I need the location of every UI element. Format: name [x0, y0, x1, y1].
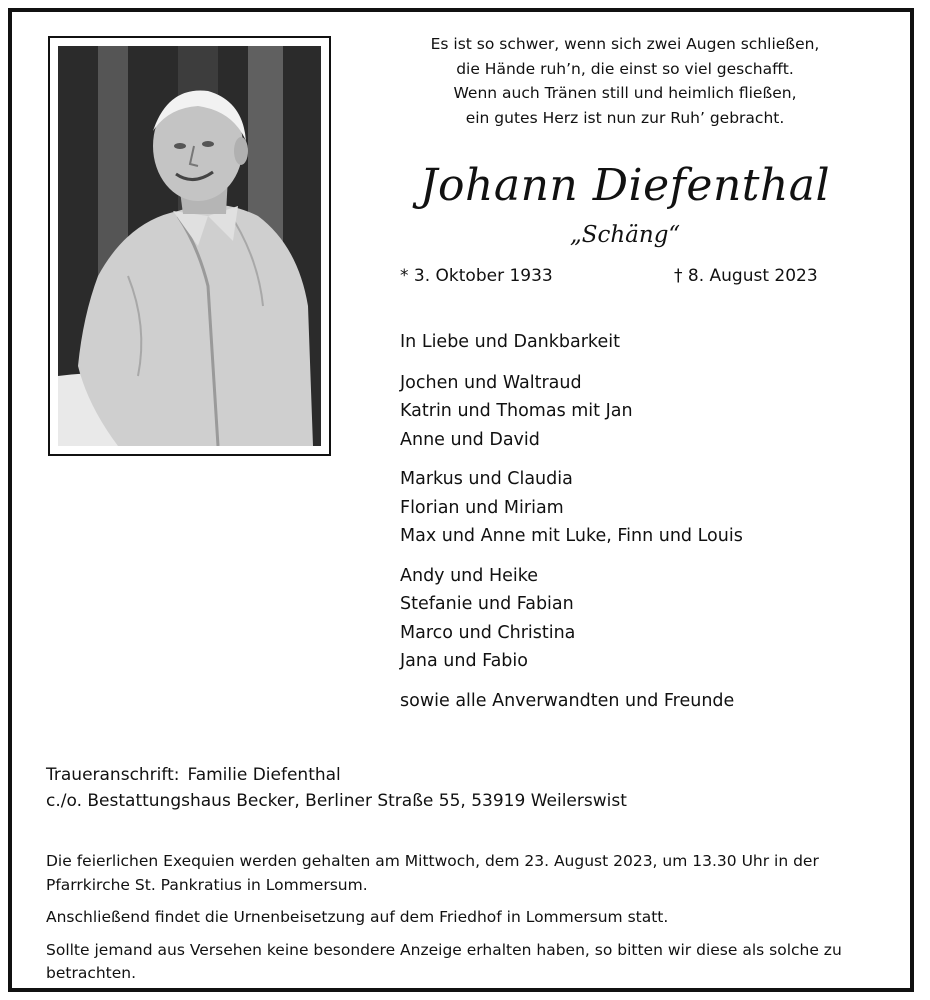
poem-block: [332, 32, 918, 130]
address-label: Traueranschrift:: [46, 765, 180, 785]
mourner-line: Florian und Miriam: [400, 497, 564, 518]
mourner-line: Katrin und Thomas mit Jan: [400, 401, 633, 421]
portrait-frame: [48, 36, 331, 456]
ceremony-paragraph: Sollte jemand aus Versehen keine besondere Anzeige erhalten haben, so bitten wir diese als solche zu betrachten.: [46, 940, 842, 982]
mourner-group: [400, 562, 743, 676]
poem-line: die Hände ruh’n, die einst so viel geschafft.: [456, 59, 794, 78]
mourner-group: [400, 369, 743, 455]
mourners-closing: sowie alle Anverwandten und Freunde: [400, 690, 735, 711]
mourners-intro: In Liebe und Dankbarkeit: [400, 332, 620, 352]
deceased-name: Johann Diefenthal: [419, 160, 831, 211]
mourners-list: [400, 328, 743, 715]
poem-line: ein gutes Herz ist nun zur Ruh’ gebracht.: [465, 108, 785, 127]
mourner-line: Stefanie und Fabian: [400, 594, 574, 614]
mourner-group: [400, 465, 743, 551]
mourner-line: Jana und Fabio: [400, 651, 528, 671]
mourner-line: Markus und Claudia: [400, 469, 573, 489]
mourner-line: Anne und David: [400, 429, 540, 450]
poem-line: Es ist so schwer, wenn sich zwei Augen schließen,: [430, 35, 820, 53]
address-line1: Familie Diefenthal: [187, 765, 341, 785]
mourner-line: Jochen und Waltraud: [400, 372, 582, 393]
mourning-address: [46, 762, 627, 814]
portrait-illustration: [58, 46, 321, 446]
death-date: † 8. August 2023: [674, 266, 818, 286]
birth-date: * 3. Oktober 1933: [400, 266, 553, 286]
address-line2: c./o. Bestattungshaus Becker, Berliner Straße 55, 53919 Weilerswist: [46, 791, 627, 811]
mourner-line: Marco und Christina: [400, 622, 576, 643]
ceremony-paragraph: Die feierlichen Exequien werden gehalten am Mittwoch, dem 23. August 2023, um 13.30 Uhr in der Pfarrkirche St. Pankratius in Lommersum.: [46, 852, 819, 894]
mourner-line: Max und Anne mit Luke, Finn und Louis: [400, 526, 743, 546]
ceremony-paragraph: Anschließend findet die Urnenbeisetzung auf dem Friedhof in Lommersum statt.: [46, 908, 669, 926]
mourner-line: Andy und Heike: [400, 565, 539, 586]
poem-line: Wenn auch Tränen still und heimlich fließen,: [453, 84, 797, 102]
deceased-nickname: „Schäng“: [569, 222, 681, 248]
ceremony-info: [46, 850, 896, 995]
obituary-frame: [8, 8, 914, 992]
portrait-photo: [58, 46, 321, 446]
